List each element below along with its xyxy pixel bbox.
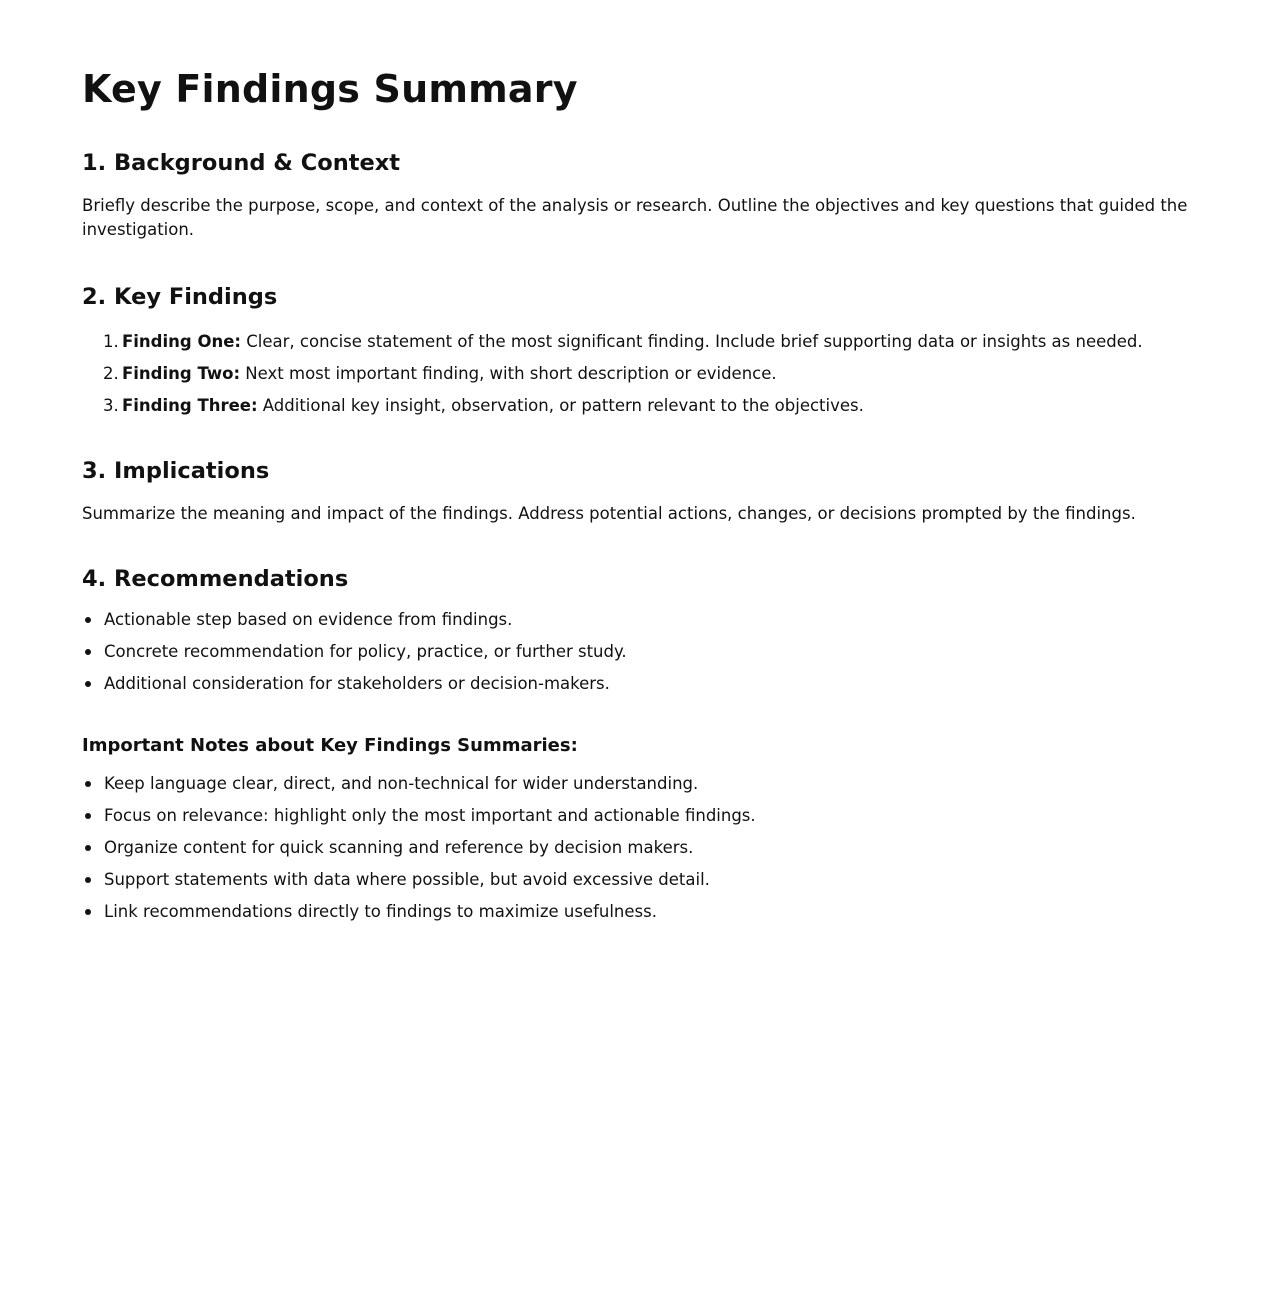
page-title: Key Findings Summary [82,67,578,111]
note-item [82,836,1196,860]
notes-heading: Important Notes about Key Findings Summaries: [82,735,578,756]
note-text: Organize content for quick scanning and reference by decision makers. [104,838,694,857]
finding-item [82,330,1196,354]
recommendation-text: Actionable step based on evidence from findings. [104,610,513,629]
recommendations-list [82,608,1196,696]
bullet-icon [85,649,91,655]
finding-number: 3. [103,396,119,415]
recommendation-item [82,608,1196,632]
recommendations-heading: 4. Recommendations [82,566,349,592]
recommendation-text: Concrete recommendation for policy, practice, or further study. [104,642,627,661]
bullet-icon [85,845,91,851]
note-text: Keep language clear, direct, and non-technical for wider understanding. [104,774,699,793]
bullet-icon [85,877,91,883]
finding-label: Finding One: [122,332,242,351]
note-text: Link recommendations directly to findings to maximize usefulness. [104,902,657,921]
finding-text: Additional key insight, observation, or pattern relevant to the objectives. [257,396,864,415]
findings-heading: 2. Key Findings [82,284,278,310]
recommendation-item [82,640,1196,664]
notes-list [82,772,1196,924]
findings-list [82,330,1196,418]
finding-label: Finding Two: [122,364,241,383]
note-item [82,868,1196,892]
note-text: Focus on relevance: highlight only the most important and actionable findings. [104,806,756,825]
finding-text: Next most important finding, with short description or evidence. [240,364,777,383]
bullet-icon [85,781,91,787]
note-item [82,772,1196,796]
finding-number: 2. [103,364,119,383]
recommendation-text: Additional consideration for stakeholders or decision-makers. [104,674,610,693]
bullet-icon [85,909,91,915]
implications-text: Summarize the meaning and impact of the findings. Address potential actions, changes, or decisions prompted by the findings. [82,504,1136,523]
finding-item [82,362,1196,386]
note-item [82,900,1196,924]
finding-label: Finding Three: [122,396,258,415]
finding-number: 1. [103,332,119,351]
note-item [82,804,1196,828]
background-heading: 1. Background & Context [82,150,401,176]
note-text: Support statements with data where possible, but avoid excessive detail. [104,870,710,889]
bullet-icon [85,813,91,819]
finding-item [82,394,1196,418]
bullet-icon [85,617,91,623]
finding-text: Clear, concise statement of the most significant finding. Include brief supporting data or insights as needed. [241,332,1143,351]
recommendation-item [82,672,1196,696]
bullet-icon [85,681,91,687]
implications-heading: 3. Implications [82,458,270,484]
background-text: Briefly describe the purpose, scope, and context of the analysis or research. Outline the objectives and key questions that guided the investigation. [82,196,1188,239]
